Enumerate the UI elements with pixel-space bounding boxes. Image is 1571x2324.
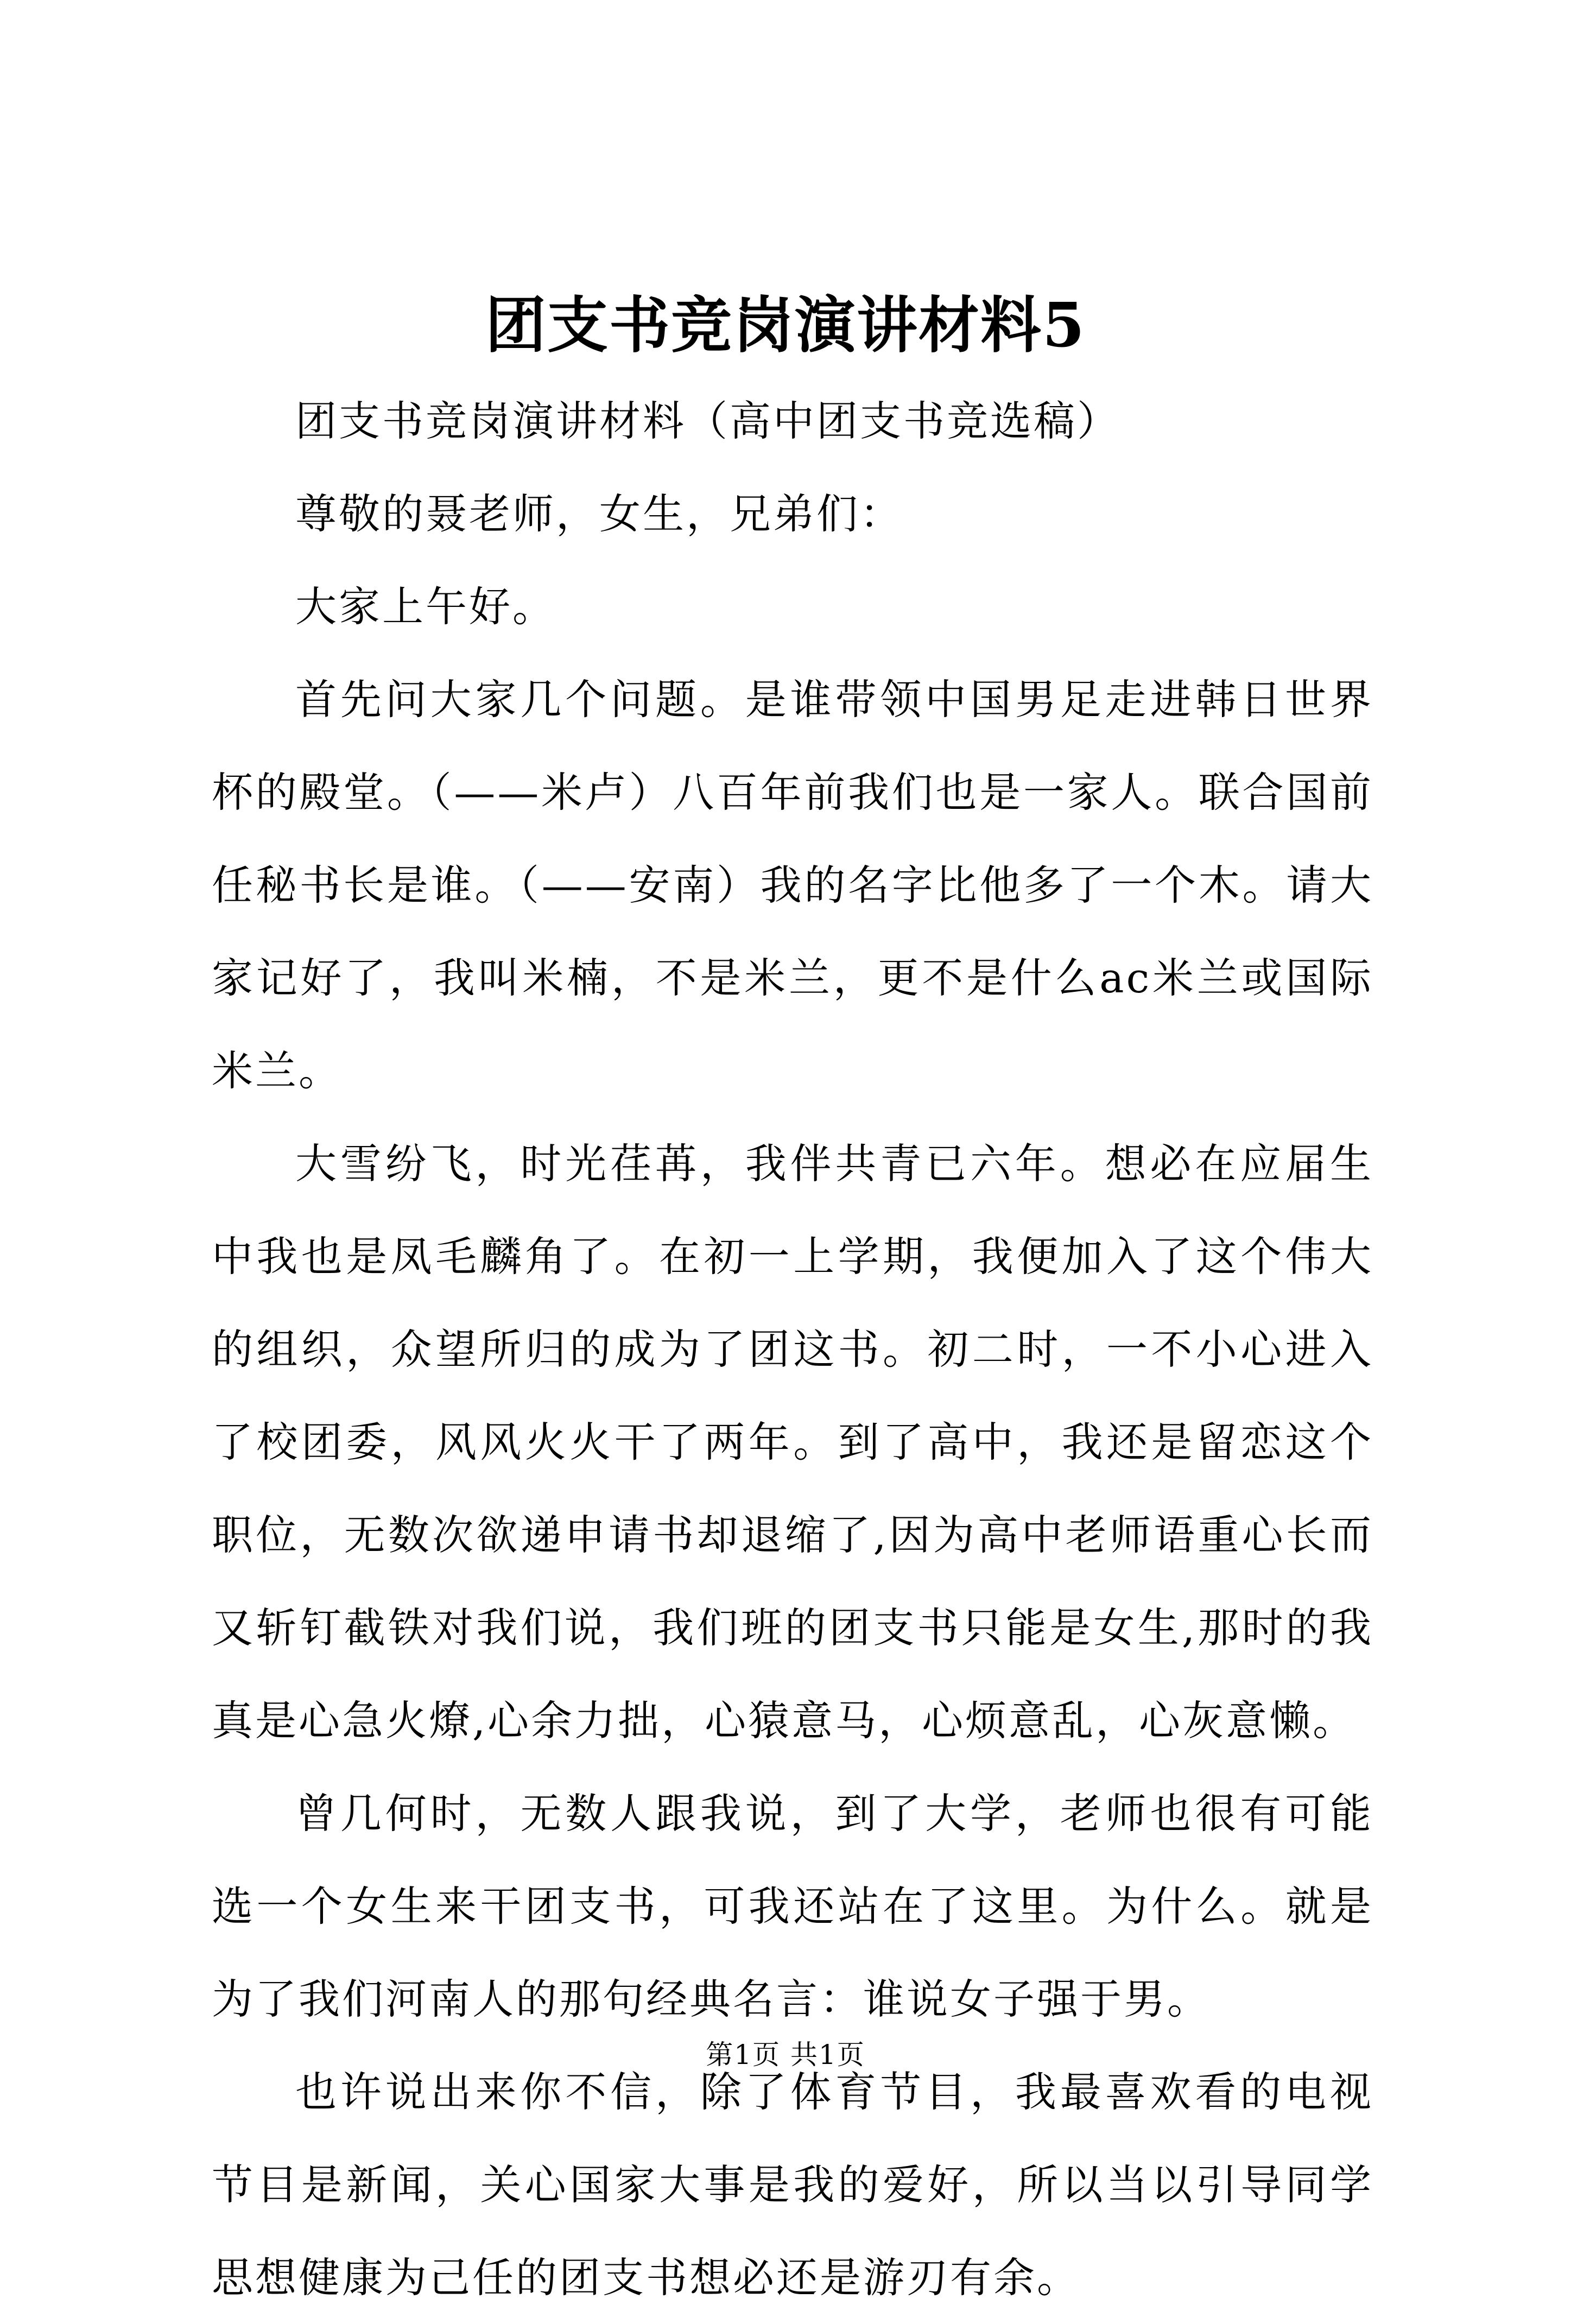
paragraph-introduction: 首先问大家几个问题。是谁带领中国男足走进韩日世界杯的殿堂。（——米卢）八百年前我们也是一家人。联合国前任秘书长是谁。（——安南）我的名字比他多了一个木。请大家记好了，我叫米楠，不是米兰，更不是什么ac米兰或国际米兰。 <box>212 675 1373 1095</box>
paragraph-experience: 大雪纷飞，时光荏苒，我伴共青已六年。想必在应届生中我也是凤毛麟角了。在初一上学期，我便加入了这个伟大的组织，众望所归的成为了团这书。初二时，一不小心进入了校团委，风风火火干了两年。到了高中，我还是留恋这个职位，无数次欲递申请书却退缩了,因为高中老师语重心长而又斩钉截铁对我们说，我们班的团支书只能是女生,那时的我真是心急火燎,心余力拙，心猿意马，心烦意乱，心灰意懒。 <box>212 1139 1373 1745</box>
paragraph-motivation: 曾几何时，无数人跟我说，到了大学，老师也很有可能选一个女生来干团支书，可我还站在了这里。为什么。就是为了我们河南人的那句经典名言：谁说女子强于男。 <box>212 1789 1373 2023</box>
paragraph-heading: 团支书竞岗演讲材料（高中团支书竞选稿） <box>295 397 1120 445</box>
paragraph-interests: 也许说出来你不信，除了体育节目，我最喜欢看的电视节目是新闻，关心国家大事是我的爱好，所以当以引导同学思想健康为己任的团支书想必还是游刃有余。 <box>212 2068 1373 2302</box>
document-title: 团支书竞岗演讲材料5 <box>485 290 1086 361</box>
paragraph-greeting: 大家上午好。 <box>295 582 556 631</box>
page-footer: 第1页 共1页 <box>706 2039 865 2070</box>
paragraph-salutation: 尊敬的聂老师，女生，兄弟们： <box>295 490 903 538</box>
document-body <box>212 375 1373 2324</box>
